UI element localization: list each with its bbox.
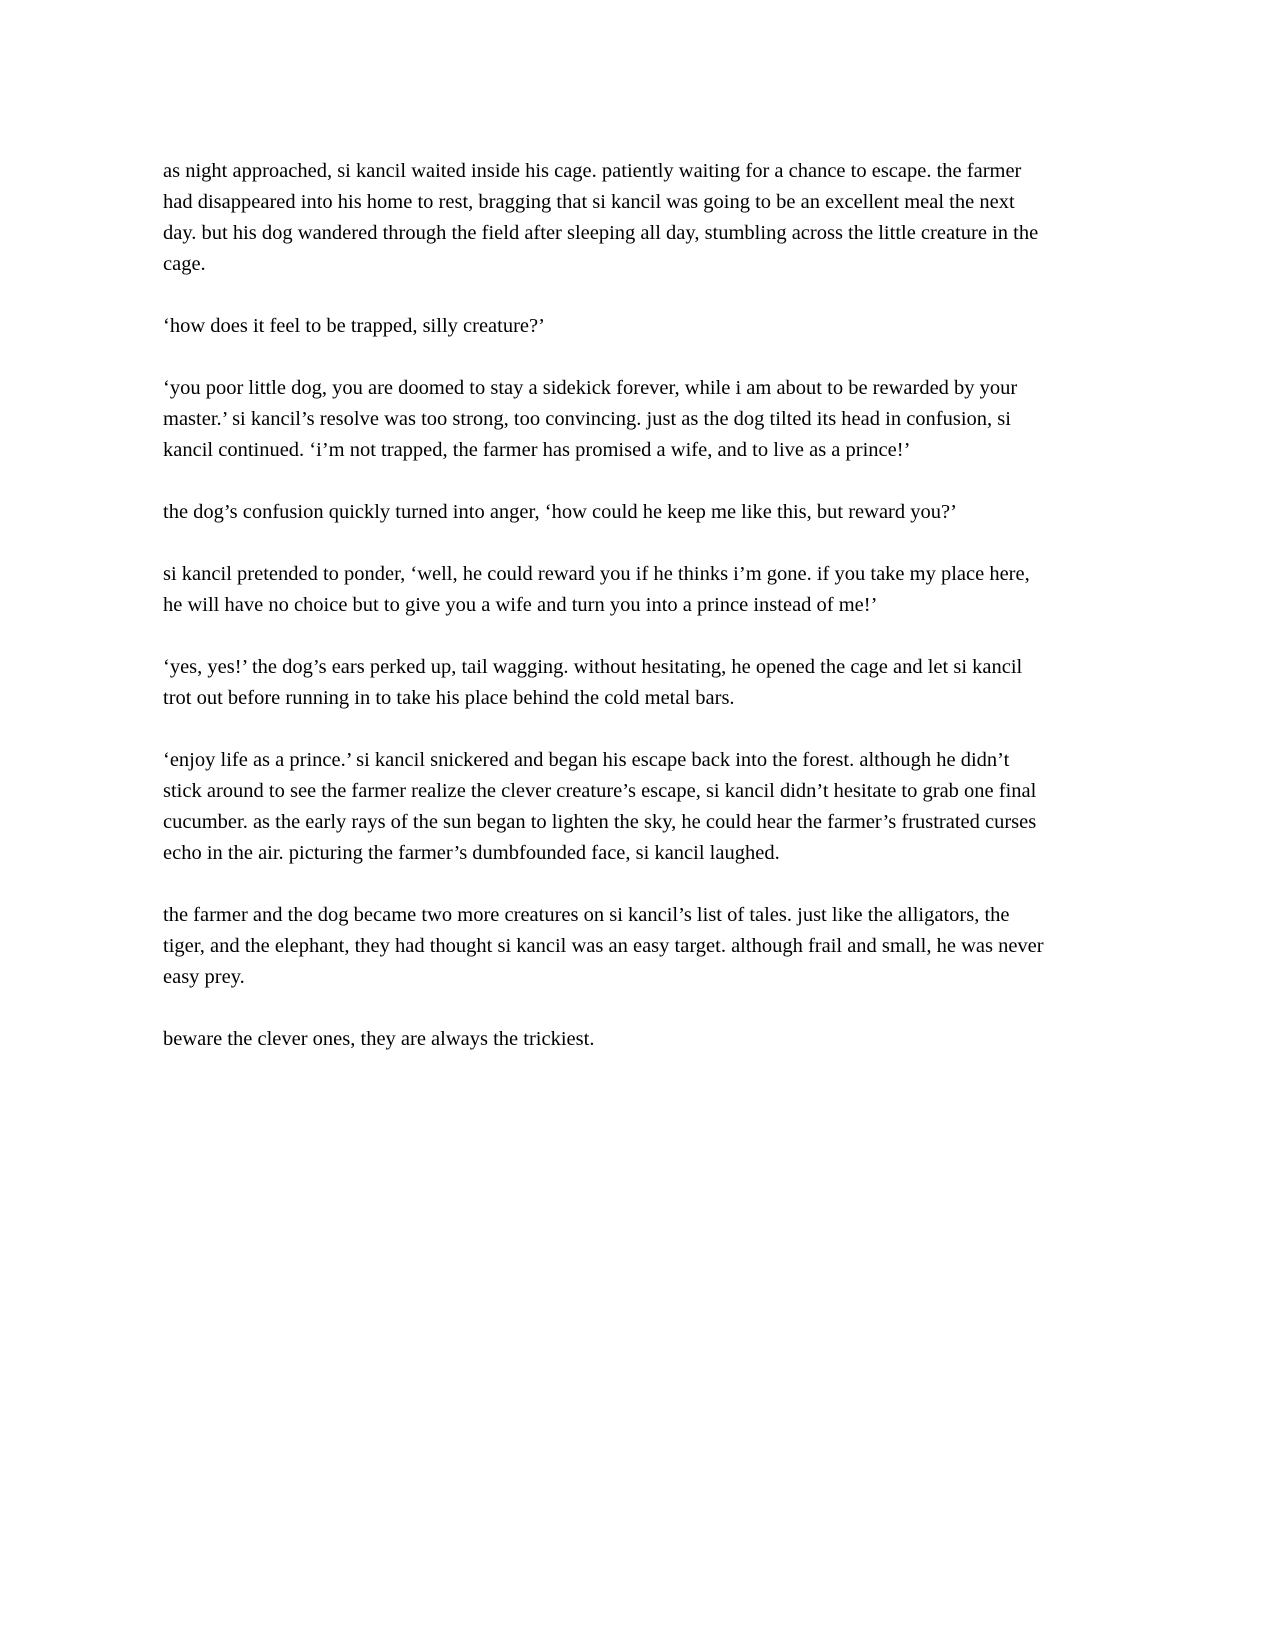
tulip-icon xyxy=(31,184,76,232)
pine-tree-icon xyxy=(1034,1555,1079,1610)
broccoli-icon xyxy=(1196,364,1235,417)
story-text xyxy=(163,156,1048,1086)
pine-tree-icon xyxy=(507,48,552,103)
pine-tree-icon xyxy=(1156,1083,1197,1136)
crocodile-icon xyxy=(1164,1011,1228,1063)
broccoli-icon xyxy=(911,34,951,87)
pine-tree-icon xyxy=(3,1082,45,1135)
party-hat-icon xyxy=(889,1551,927,1605)
crocodile-icon xyxy=(184,1560,249,1614)
pine-tree-icon xyxy=(518,1556,559,1608)
story-paragraph: the farmer and the dog became two more creatures on si kancil’s list of tales. just like the alligators, the tiger, and the elephant, they had thought si kancil was an easy target. although frail and small, he was never easy prey. xyxy=(163,904,1044,988)
cucumber-icon xyxy=(584,65,636,107)
koala-icon xyxy=(738,1541,789,1589)
cucumber-icon xyxy=(1184,721,1240,768)
cucumber-icon xyxy=(1109,1566,1164,1612)
koala-icon xyxy=(1186,794,1235,839)
koala-icon xyxy=(1193,1047,1241,1091)
party-hat-icon xyxy=(6,650,50,708)
broccoli-icon xyxy=(1196,1371,1237,1425)
party-hat-icon xyxy=(875,49,915,104)
pine-tree-icon xyxy=(4,1334,48,1388)
party-hat-icon xyxy=(1157,146,1201,204)
cucumber-icon xyxy=(1179,218,1234,264)
crocodile-icon xyxy=(10,505,77,561)
party-hat-icon xyxy=(1158,1154,1201,1212)
party-hat-icon xyxy=(1163,904,1202,959)
crocodile-icon xyxy=(691,55,757,110)
cucumber-icon xyxy=(29,1226,84,1272)
crocodile-icon xyxy=(10,1515,74,1567)
party-hat-icon xyxy=(618,49,660,106)
pine-tree-icon xyxy=(775,1555,818,1609)
koala-icon xyxy=(37,542,86,588)
pine-tree-icon xyxy=(10,580,49,631)
broccoli-icon xyxy=(400,34,441,88)
koala-icon xyxy=(32,1046,82,1093)
cucumber-icon xyxy=(1093,63,1148,109)
cucumber-icon xyxy=(593,1568,646,1611)
broccoli-icon xyxy=(665,1539,707,1594)
pine-tree-icon xyxy=(1163,327,1203,378)
crocodile-icon xyxy=(1159,506,1224,559)
koala-icon xyxy=(1188,542,1237,587)
broccoli-icon xyxy=(36,1371,77,1425)
broccoli-icon xyxy=(1188,1118,1230,1173)
broccoli-icon xyxy=(44,1120,83,1173)
tulip-icon xyxy=(556,1549,602,1598)
crocodile-icon xyxy=(442,1558,510,1615)
cucumber-icon xyxy=(1178,471,1231,515)
koala-icon xyxy=(36,291,84,335)
broccoli-icon xyxy=(925,1540,965,1593)
koala-icon xyxy=(1190,291,1238,335)
broccoli-icon xyxy=(405,1539,450,1596)
tulip-icon xyxy=(1182,940,1227,988)
crocodile-icon xyxy=(1161,1515,1224,1566)
broccoli-icon xyxy=(1186,110,1230,166)
pine-tree-icon xyxy=(11,831,52,883)
koala-icon xyxy=(39,793,90,840)
broccoli-icon xyxy=(39,615,80,669)
tulip-icon xyxy=(296,1548,343,1598)
pine-tree-icon xyxy=(1020,49,1061,101)
koala-icon xyxy=(729,35,776,78)
crocodile-icon xyxy=(946,55,1013,111)
pine-tree-icon xyxy=(1163,1335,1204,1388)
tulip-icon xyxy=(24,686,72,737)
broccoli-icon xyxy=(146,1539,189,1595)
cucumber-icon xyxy=(71,63,126,109)
party-hat-icon xyxy=(108,1549,153,1608)
story-paragraph: ‘enjoy life as a prince.’ si kancil snickered and began his escape back into the forest. although he didn’t stick around to see the farmer realize the clever creature’s escape, si kancil didn’t hesitate to grab one final cucumber. as the early rays of the sun began to lighten the sky, he could hear the farmer’s frustrated curses echo in the air. picturing the farmer’s dumbfounded face, si kancil laughed. xyxy=(163,749,1037,864)
party-hat-icon xyxy=(1127,48,1172,107)
tulip-icon xyxy=(545,35,593,86)
cucumber-icon xyxy=(326,62,382,109)
broccoli-icon xyxy=(1185,1541,1224,1594)
party-hat-icon xyxy=(629,1550,670,1606)
tulip-icon xyxy=(33,34,84,88)
pine-tree-icon xyxy=(254,49,294,100)
koala-icon xyxy=(998,1542,1048,1589)
tulip-icon xyxy=(30,1442,79,1494)
cucumber-icon xyxy=(333,1566,388,1612)
party-hat-icon xyxy=(1147,1550,1188,1606)
story-paragraph: the dog’s confusion quickly turned into anger, ‘how could he keep me like this, but reward you?’ xyxy=(163,501,957,523)
story-paragraph: ‘you poor little dog, you are doomed to stay a sidekick forever, while i am about to be rewarded by your master.’ si kancil’s resolve was too strong, too convincing. just as the dog tilted its head in confusion, si kancil continued. ‘i’m not trapped, the farmer has promised a wife, and to live as a prince!’ xyxy=(163,377,1018,461)
broccoli-icon xyxy=(653,33,698,90)
story-paragraph: ‘how does it feel to be trapped, silly creature?’ xyxy=(163,315,545,337)
party-hat-icon xyxy=(1158,1407,1198,1462)
broccoli-icon xyxy=(1191,614,1234,670)
crocodile-icon xyxy=(701,1558,769,1615)
koala-icon xyxy=(983,32,1034,79)
crocodile-icon xyxy=(437,57,500,108)
crocodile-icon xyxy=(1160,254,1225,308)
broccoli-icon xyxy=(1166,34,1208,89)
tulip-icon xyxy=(26,938,76,990)
story-paragraph: si kancil pretended to ponder, ‘well, he could reward you if he thinks i’m gone. if you take my place here, he will have no choice but to give you a wife and turn you into a prince instead of me!’ xyxy=(163,563,1030,616)
party-hat-icon xyxy=(12,147,54,204)
tulip-icon xyxy=(1177,1189,1228,1242)
crocodile-icon xyxy=(961,1560,1026,1614)
crocodile-icon xyxy=(1222,1561,1275,1612)
party-hat-icon xyxy=(9,902,52,959)
cucumber-icon xyxy=(851,1567,904,1611)
party-hat-icon xyxy=(1167,400,1205,454)
cucumber-icon xyxy=(30,218,85,264)
party-hat-icon xyxy=(109,50,148,105)
koala-icon xyxy=(35,1298,84,1343)
cucumber-icon xyxy=(27,975,80,1019)
crocodile-icon xyxy=(3,758,68,812)
pine-tree-icon xyxy=(1159,831,1200,883)
tulip-icon xyxy=(1177,182,1227,234)
story-paragraph: beware the clever ones, they are always the trickiest. xyxy=(163,1028,595,1050)
story-paragraph: as night approached, si kancil waited inside his cage. patiently waiting for a chance to escape. the farmer had disappeared into his home to rest, bragging that si kancil was going to be an excellent meal the next day. but his dog wandered through the field after sleeping all day, stumbling across the little creature in the cage. xyxy=(163,160,1039,275)
tulip-icon xyxy=(27,1189,78,1242)
koala-icon xyxy=(37,1551,84,1595)
koala-icon xyxy=(1189,1551,1236,1595)
koala-icon xyxy=(472,33,521,79)
koala-icon xyxy=(222,1543,269,1587)
broccoli-icon xyxy=(33,110,77,166)
tulip-icon xyxy=(291,36,338,86)
broccoli-icon xyxy=(36,362,78,417)
koala-icon xyxy=(480,1542,529,1588)
cucumber-icon xyxy=(1180,1480,1232,1522)
crocodile-icon xyxy=(1161,1261,1228,1317)
tulip-icon xyxy=(1058,37,1104,86)
story-paragraph: ‘yes, yes!’ the dog’s ears perked up, tail wagging. without hesitating, he opened the cage and let si kancil trot out before running in to take his place behind the cold metal bars. xyxy=(163,656,1023,709)
cucumber-icon xyxy=(26,724,78,766)
pine-tree-icon xyxy=(260,1557,298,1607)
koala-icon xyxy=(1190,1298,1239,1344)
pine-tree-icon xyxy=(8,328,47,379)
tulip-icon xyxy=(1071,1546,1122,1599)
tulip-icon xyxy=(813,1547,861,1598)
broccoli-icon xyxy=(1191,867,1231,920)
party-hat-icon xyxy=(1162,650,1206,708)
tulip-icon xyxy=(23,435,70,485)
party-hat-icon xyxy=(361,48,405,106)
crocodile-icon xyxy=(1156,757,1222,812)
cucumber-icon xyxy=(837,62,893,109)
party-hat-icon xyxy=(4,398,47,456)
crocodile-icon xyxy=(6,1011,70,1063)
tulip-icon xyxy=(1181,685,1232,738)
crocodile-icon xyxy=(9,1264,71,1314)
pine-tree-icon xyxy=(1160,578,1202,631)
tulip-icon xyxy=(800,34,851,87)
cucumber-icon xyxy=(1180,1225,1237,1273)
cucumber-icon xyxy=(32,471,85,515)
party-hat-icon xyxy=(6,1408,45,1463)
pine-tree-icon xyxy=(765,49,806,101)
crocodile-icon xyxy=(1204,58,1266,108)
broccoli-icon xyxy=(144,34,185,88)
broccoli-icon xyxy=(42,868,81,921)
cucumber-icon xyxy=(1184,976,1237,1019)
tulip-icon xyxy=(1178,1444,1224,1493)
party-hat-icon xyxy=(12,1155,53,1211)
koala-icon xyxy=(216,33,266,80)
party-hat-icon xyxy=(368,1549,411,1607)
crocodile-icon xyxy=(179,54,247,111)
crocodile-icon xyxy=(7,252,75,309)
tulip-icon xyxy=(1177,436,1223,485)
cucumber-icon xyxy=(30,1477,86,1524)
